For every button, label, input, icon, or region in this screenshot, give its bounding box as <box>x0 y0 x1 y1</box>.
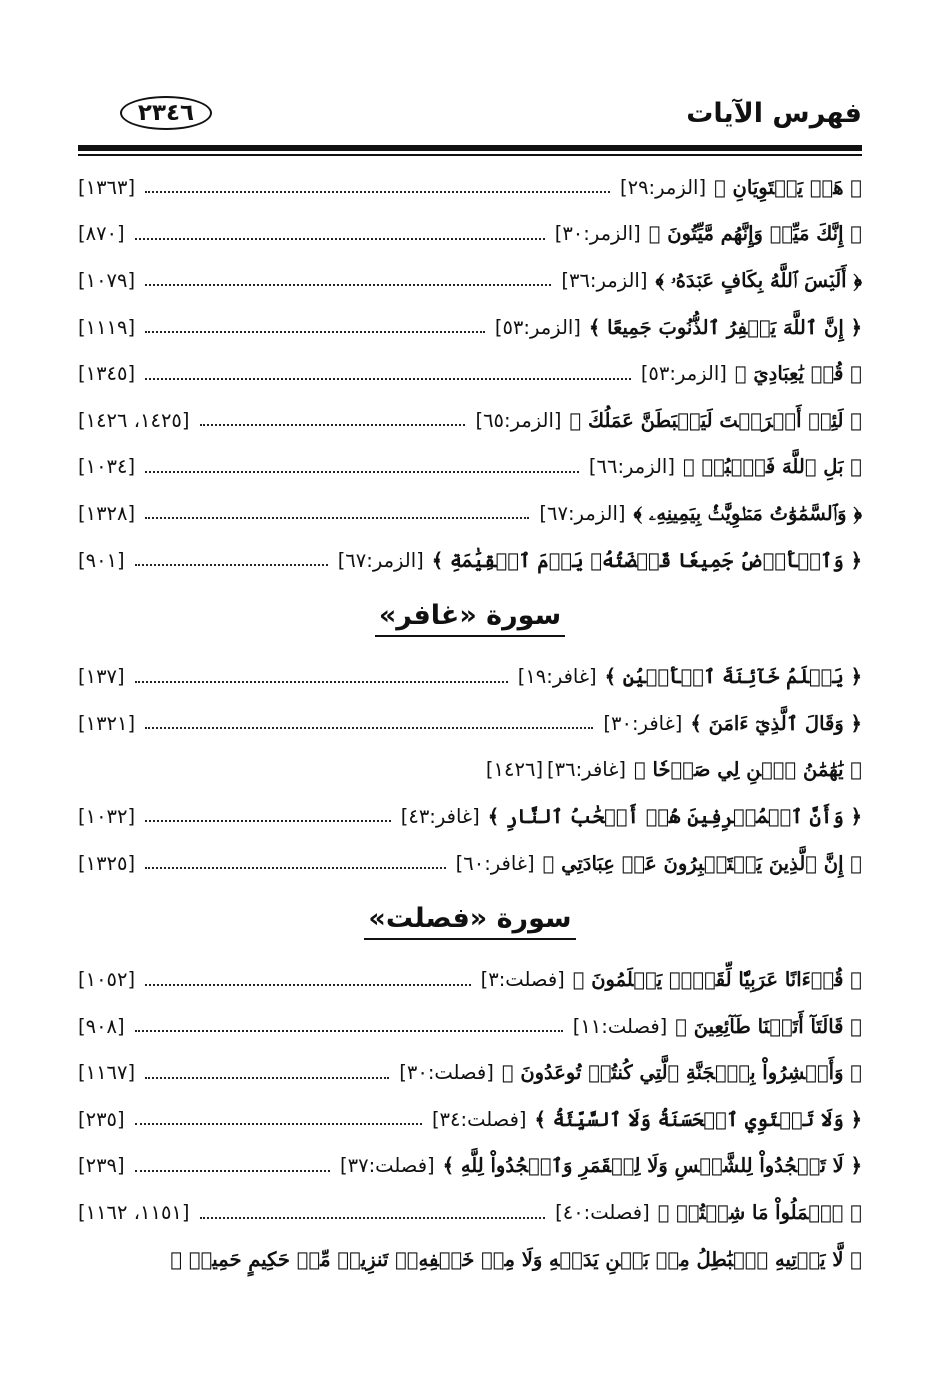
dot-leader <box>145 1077 389 1079</box>
dot-leader <box>200 1217 546 1219</box>
index-entry <box>78 793 862 840</box>
verse-text: ﴿ يَعۡلَمُ خَآئِنَةَ ٱلۡأَعۡيُنِ ﴾ <box>604 665 862 689</box>
page-reference: [١٠٣٤] <box>78 455 136 479</box>
surah-heading <box>78 583 862 653</box>
verse-text: ﴿ قُرۡءَانًا عَرَبِيّٗا لِّقَوۡمٖ يَعۡلَمُونَ ﴾ <box>572 968 862 992</box>
dot-leader <box>135 1123 422 1125</box>
index-entry <box>78 1096 862 1143</box>
verse-reference: [الزمر:٣٦] <box>561 268 648 292</box>
verse-reference: [فصلت:٣٧] <box>340 1154 435 1178</box>
verse-text: ﴿ قُلۡ يَٰعِبَادِيَ ﴾ <box>734 362 862 386</box>
dot-leader <box>145 331 485 333</box>
verse-reference: [الزمر:٦٥] <box>475 408 562 432</box>
page-reference: [١٣٤٥] <box>78 362 136 386</box>
verse-text: ﴿ يَٰهَٰمَٰنُ ٱبۡنِ لِي صَرۡحٗا ﴾ <box>634 758 862 782</box>
verse-reference: [غافر:١٩] <box>517 665 597 689</box>
verse-text: ﴿ أَلَيۡسَ ٱللَّهُ بِكَافٍ عَبۡدَهُۥ ﴾ <box>655 268 862 292</box>
verse-text: ﴿ ٱعۡمَلُواْ مَا شِئۡتُمۡ ﴾ <box>657 1201 862 1225</box>
index-entry <box>78 653 862 700</box>
verse-text: ﴿ وَٱلسَّمَٰوَٰتُ مَطۡوِيَّٰتُۢ بِيَمِينِهِۦ ﴾ <box>633 501 862 525</box>
verse-reference: [فصلت:٣٤] <box>431 1107 527 1131</box>
page-reference: [١٣٢٥] <box>78 851 136 875</box>
verse-reference: [فصلت:٣] <box>480 968 565 992</box>
verse-reference: [غافر:٣٠] <box>603 711 683 735</box>
verse-reference: [الزمر:٥٣] <box>640 362 727 386</box>
verse-text: ﴿ وَقَالَ ٱلَّذِيٓ ءَامَنَ ﴾ <box>690 711 862 735</box>
verse-text: ﴿ لَا تَسۡجُدُواْ لِلشَّمۡسِ وَلَا لِلۡقَمَرِ وَٱسۡجُدُواْ لِلَّهِ ﴾ <box>442 1154 862 1178</box>
verse-text: ﴿ هَلۡ يَسۡتَوِيَانِ ﴾ <box>714 175 862 199</box>
surah-heading <box>78 886 862 956</box>
dot-leader <box>135 1030 563 1032</box>
page-reference: [١٣٢١] <box>78 711 136 735</box>
page-reference: [١٣٢٨] <box>78 501 136 525</box>
index-entry <box>78 350 862 397</box>
index-entry <box>78 700 862 747</box>
verse-reference: [فصلت:٤٠] <box>555 1201 650 1225</box>
verse-reference: [غافر:٤٣] <box>400 804 480 828</box>
verse-reference: [غافر:٦٠] <box>455 851 535 875</box>
dot-leader <box>145 867 446 869</box>
index-entry <box>78 840 862 887</box>
surah-title: سورة «غافر» <box>375 599 565 637</box>
index-entry <box>78 1003 862 1050</box>
dot-leader <box>145 378 631 380</box>
page-reference: [١١٦٧] <box>78 1061 136 1085</box>
verse-text: ﴿ لَئِنۡ أَشۡرَكۡتَ لَيَحۡبَطَنَّ عَمَلُكَ ﴾ <box>569 408 862 432</box>
dot-leader <box>135 1170 330 1172</box>
verse-text: ﴿ وَٱلۡأَرۡضُ جَمِيعٗا قَبۡضَتُهُۥ يَوۡمَ ٱلۡقِيَٰمَةِ ﴾ <box>431 548 862 572</box>
page-header <box>78 96 862 142</box>
dot-leader <box>135 564 328 566</box>
header-rule-thin <box>78 154 862 156</box>
page-reference: [٩٠٨] <box>78 1014 125 1038</box>
verse-reference: [الزمر:٦٧] <box>539 501 626 525</box>
dot-leader <box>135 681 508 683</box>
index-entry <box>78 1143 862 1190</box>
dot-leader <box>145 284 551 286</box>
index-entry <box>78 1236 862 1283</box>
index-entry <box>78 1050 862 1097</box>
verse-text: ﴿ إِنَّ ٱلَّذِينَ يَسۡتَكۡبِرُونَ عَنۡ عِبَادَتِي ﴾ <box>542 851 862 875</box>
verse-reference: [الزمر:٦٦] <box>588 455 675 479</box>
page-reference: [١٣٧] <box>78 665 125 689</box>
verse-reference: [الزمر:٦٧] <box>337 548 424 572</box>
index-entry <box>78 397 862 444</box>
header-rule-thick <box>78 145 862 151</box>
page-reference: [١١١٩] <box>78 315 136 339</box>
verse-text: ﴿ إِنَّ ٱللَّهَ يَغۡفِرُ ٱلذُّنُوبَ جَمِيعًا ﴾ <box>588 315 862 339</box>
index-entry <box>78 164 862 211</box>
page-reference: [٩٠١] <box>78 548 125 572</box>
verse-text: ﴿ لَّا يَأۡتِيهِ ٱلۡبَٰطِلُ مِنۢ بَيۡنِ يَدَيۡهِ وَلَا مِنۡ خَلۡفِهِۦۖ تَنزِيلٞ مِّنۡ حَكِيمٍ حَمِيدٖ ﴾ <box>170 1247 862 1271</box>
page-reference: [١١٥١، ١١٦٢] <box>78 1201 190 1225</box>
page-number: ٢٣٤٦ <box>120 96 212 130</box>
verse-reference: [غافر:٣٦] <box>547 758 627 782</box>
verse-text: ﴿ وَلَا تَسۡتَوِي ٱلۡحَسَنَةُ وَلَا ٱلسَّيِّئَةُ ﴾ <box>534 1107 862 1131</box>
page-reference: [١٠٥٢] <box>78 968 136 992</box>
dot-leader <box>135 238 545 240</box>
verse-reference: [فصلت:١١] <box>572 1014 668 1038</box>
surah-title: سورة «فصلت» <box>364 902 575 940</box>
page-reference: [٨٧٠] <box>78 222 125 246</box>
index-entry <box>78 490 862 537</box>
index-entry <box>78 444 862 491</box>
page-reference: [١٠٧٩] <box>78 268 136 292</box>
page-reference: [١٤٢٥، ١٤٢٦] <box>78 408 190 432</box>
page-reference: [٢٣٥] <box>78 1107 125 1131</box>
dot-leader <box>200 424 466 426</box>
verse-reference: [الزمر:٥٣] <box>494 315 581 339</box>
verse-text: ﴿ إِنَّكَ مَيِّتٞ وَإِنَّهُم مَّيِّتُونَ ﴾ <box>648 222 862 246</box>
index-entry <box>78 537 862 584</box>
index-entry <box>78 257 862 304</box>
page-reference: [١٤٢٦] <box>485 758 544 782</box>
verse-reference: [فصلت:٣٠] <box>399 1061 494 1085</box>
index-entry <box>78 211 862 258</box>
verse-reference: [الزمر:٣٠] <box>554 222 641 246</box>
index-entry <box>78 956 862 1003</box>
verse-reference: [الزمر:٢٩] <box>619 175 707 199</box>
dot-leader <box>145 471 579 473</box>
verse-text: ﴿ وَأَبۡشِرُواْ بِٱلۡجَنَّةِ ٱلَّتِي كُنتُمۡ تُوعَدُونَ ﴾ <box>501 1061 862 1085</box>
page-reference: [١٣٦٣] <box>78 175 136 199</box>
verse-text: ﴿ قَالَتَآ أَتَيۡنَا طَآئِعِينَ ﴾ <box>675 1014 862 1038</box>
dot-leader <box>145 191 610 193</box>
index-entry <box>78 304 862 351</box>
dot-leader <box>145 984 471 986</box>
page-reference: [١٠٣٢] <box>78 804 136 828</box>
page-reference: [٢٣٩] <box>78 1154 125 1178</box>
dot-leader <box>145 820 391 822</box>
dot-leader <box>145 727 593 729</box>
verse-text: ﴿ وَأَنَّ ٱلۡمُسۡرِفِينَ هُمۡ أَصۡحَٰبُ ٱلنَّارِ ﴾ <box>487 804 862 828</box>
page-title: فهرس الآيات <box>686 98 862 129</box>
dot-leader <box>145 517 529 519</box>
index-entry <box>78 747 862 794</box>
index-entry <box>78 1189 862 1236</box>
verse-text: ﴿ بَلِ ٱللَّهَ فَٱعۡبُدۡ ﴾ <box>682 455 862 479</box>
verse-index <box>78 164 862 1282</box>
